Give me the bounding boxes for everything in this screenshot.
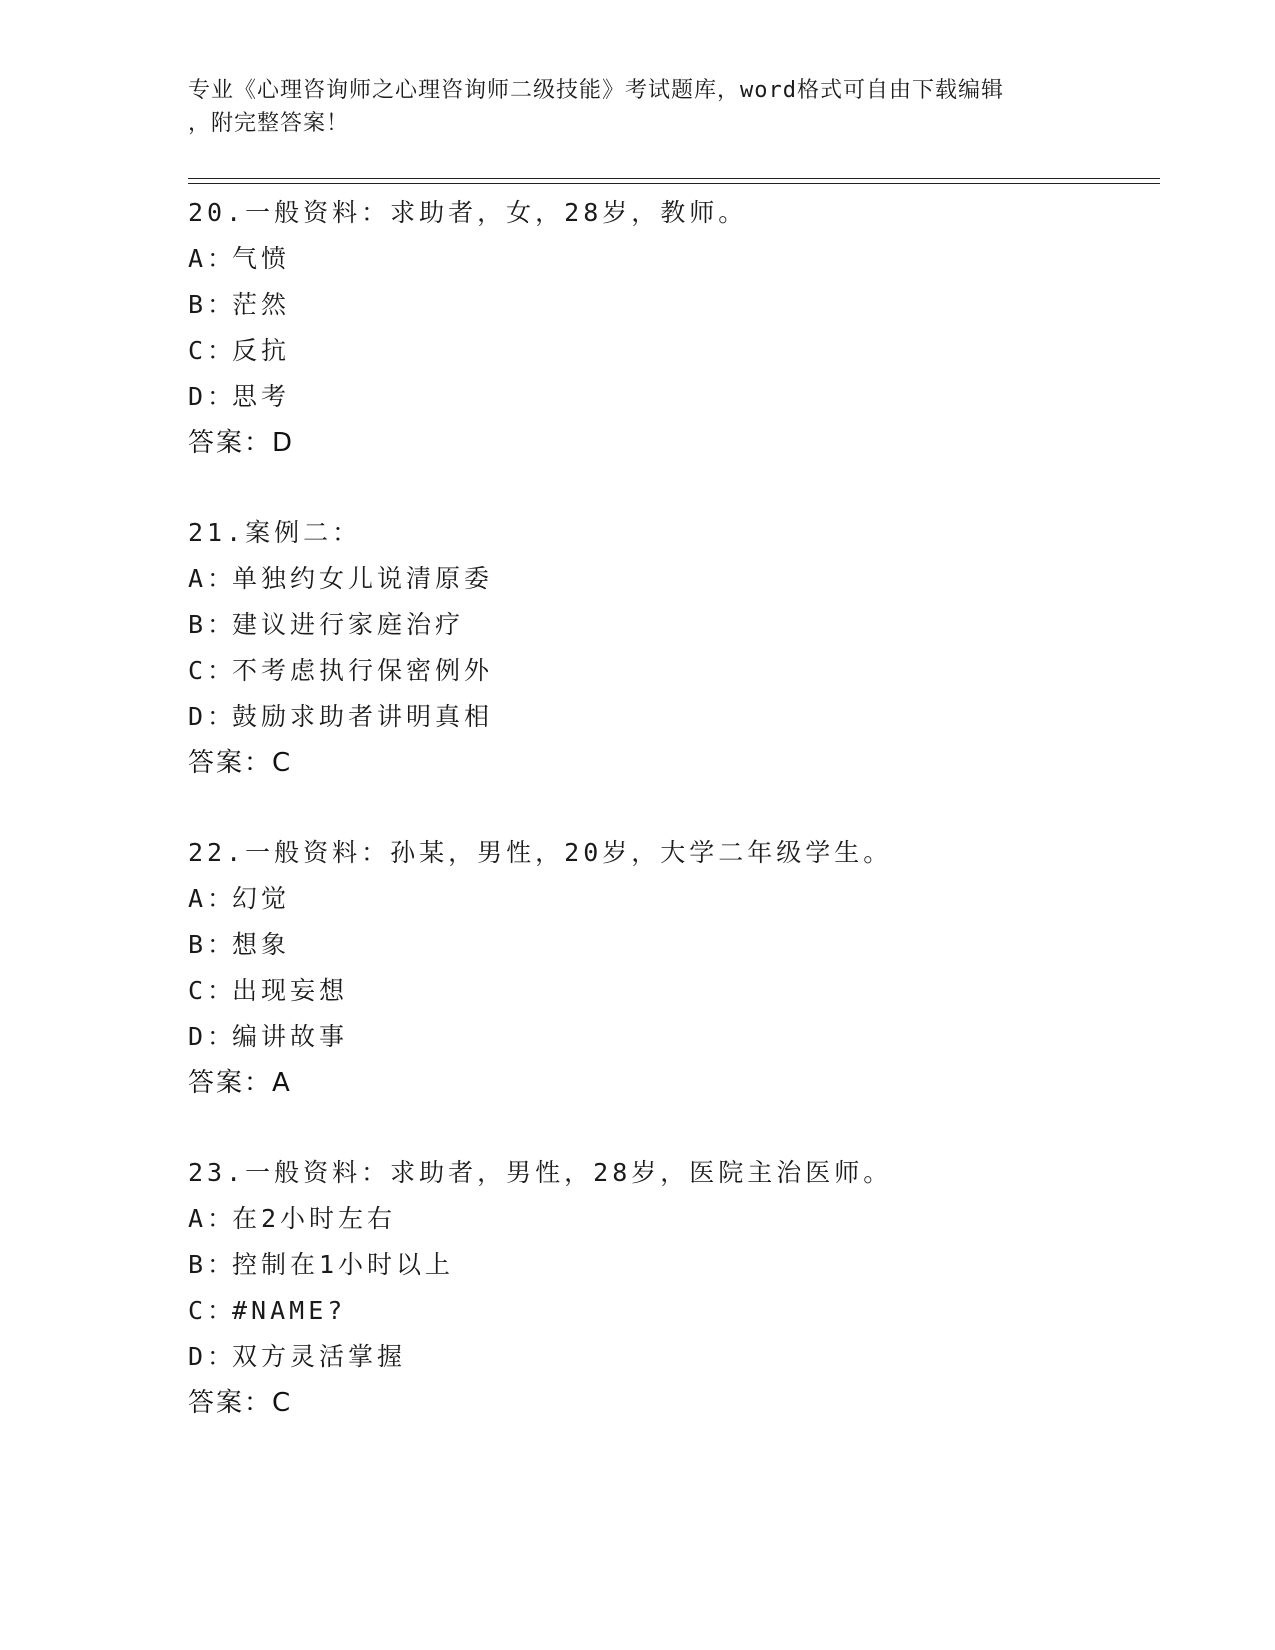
question-block	[188, 1150, 1160, 1426]
option-letter: C：	[188, 656, 237, 685]
option-a	[188, 1196, 1160, 1242]
option-b	[188, 602, 1160, 648]
option-a	[188, 556, 1160, 602]
option-text: 建议进行家庭治疗	[232, 610, 465, 639]
question-stem: 22.一般资料：孙某，男性，20岁，大学二年级学生。	[188, 838, 893, 867]
option-b	[188, 1242, 1160, 1288]
option-text: 鼓励求助者讲明真相	[232, 702, 494, 731]
option-d	[188, 1014, 1160, 1060]
option-text: 气愤	[232, 244, 291, 273]
option-text: #NAME?	[232, 1296, 347, 1325]
question-stem: 21.案例二：	[188, 518, 362, 547]
option-letter: D：	[188, 1022, 237, 1051]
option-letter: A：	[188, 1204, 237, 1233]
option-letter: B：	[188, 1250, 237, 1279]
option-text: 出现妄想	[232, 976, 349, 1005]
option-letter: C：	[188, 976, 237, 1005]
option-letter: A：	[188, 564, 237, 593]
option-c	[188, 328, 1160, 374]
option-letter: D：	[188, 1342, 237, 1371]
option-c	[188, 1288, 1160, 1334]
option-letter: B：	[188, 930, 237, 959]
option-text: 不考虑执行保密例外	[232, 656, 494, 685]
option-text: 编讲故事	[232, 1022, 349, 1051]
option-a	[188, 236, 1160, 282]
option-b	[188, 922, 1160, 968]
option-letter: B：	[188, 610, 237, 639]
option-letter: D：	[188, 702, 237, 731]
header-line-1: 专业《心理咨询师之心理咨询师二级技能》考试题库，word格式可自由下载编辑	[188, 78, 1004, 103]
option-text: 双方灵活掌握	[232, 1342, 407, 1371]
option-a	[188, 876, 1160, 922]
question-block	[188, 510, 1160, 786]
option-text: 想象	[232, 930, 291, 959]
option-letter: A：	[188, 244, 237, 273]
option-letter: C：	[188, 1296, 237, 1325]
option-text: 控制在1小时以上	[232, 1250, 455, 1279]
option-c	[188, 648, 1160, 694]
option-letter: D：	[188, 382, 237, 411]
question-stem: 20.一般资料：求助者，女，28岁，教师。	[188, 198, 748, 227]
option-text: 反抗	[232, 336, 291, 365]
header-divider-top	[188, 178, 1160, 179]
option-d	[188, 694, 1160, 740]
option-letter: C：	[188, 336, 237, 365]
question-block	[188, 190, 1160, 466]
header-divider-bottom	[188, 183, 1160, 184]
answer-line: 答案：D	[188, 428, 295, 458]
option-text: 茫然	[232, 290, 291, 319]
question-block	[188, 830, 1160, 1106]
option-d	[188, 374, 1160, 420]
option-text: 单独约女儿说清原委	[232, 564, 494, 593]
option-text: 在2小时左右	[232, 1204, 397, 1233]
option-c	[188, 968, 1160, 1014]
answer-line: 答案：A	[188, 1068, 292, 1098]
question-stem: 23.一般资料：求助者，男性，28岁，医院主治医师。	[188, 1158, 893, 1187]
option-d	[188, 1334, 1160, 1380]
document-header	[188, 74, 1088, 140]
option-text: 思考	[232, 382, 291, 411]
header-line-2: ，附完整答案！	[188, 111, 350, 136]
answer-line: 答案：C	[188, 1388, 293, 1418]
option-text: 幻觉	[232, 884, 291, 913]
option-b	[188, 282, 1160, 328]
option-letter: B：	[188, 290, 237, 319]
option-letter: A：	[188, 884, 237, 913]
answer-line: 答案：C	[188, 748, 293, 778]
